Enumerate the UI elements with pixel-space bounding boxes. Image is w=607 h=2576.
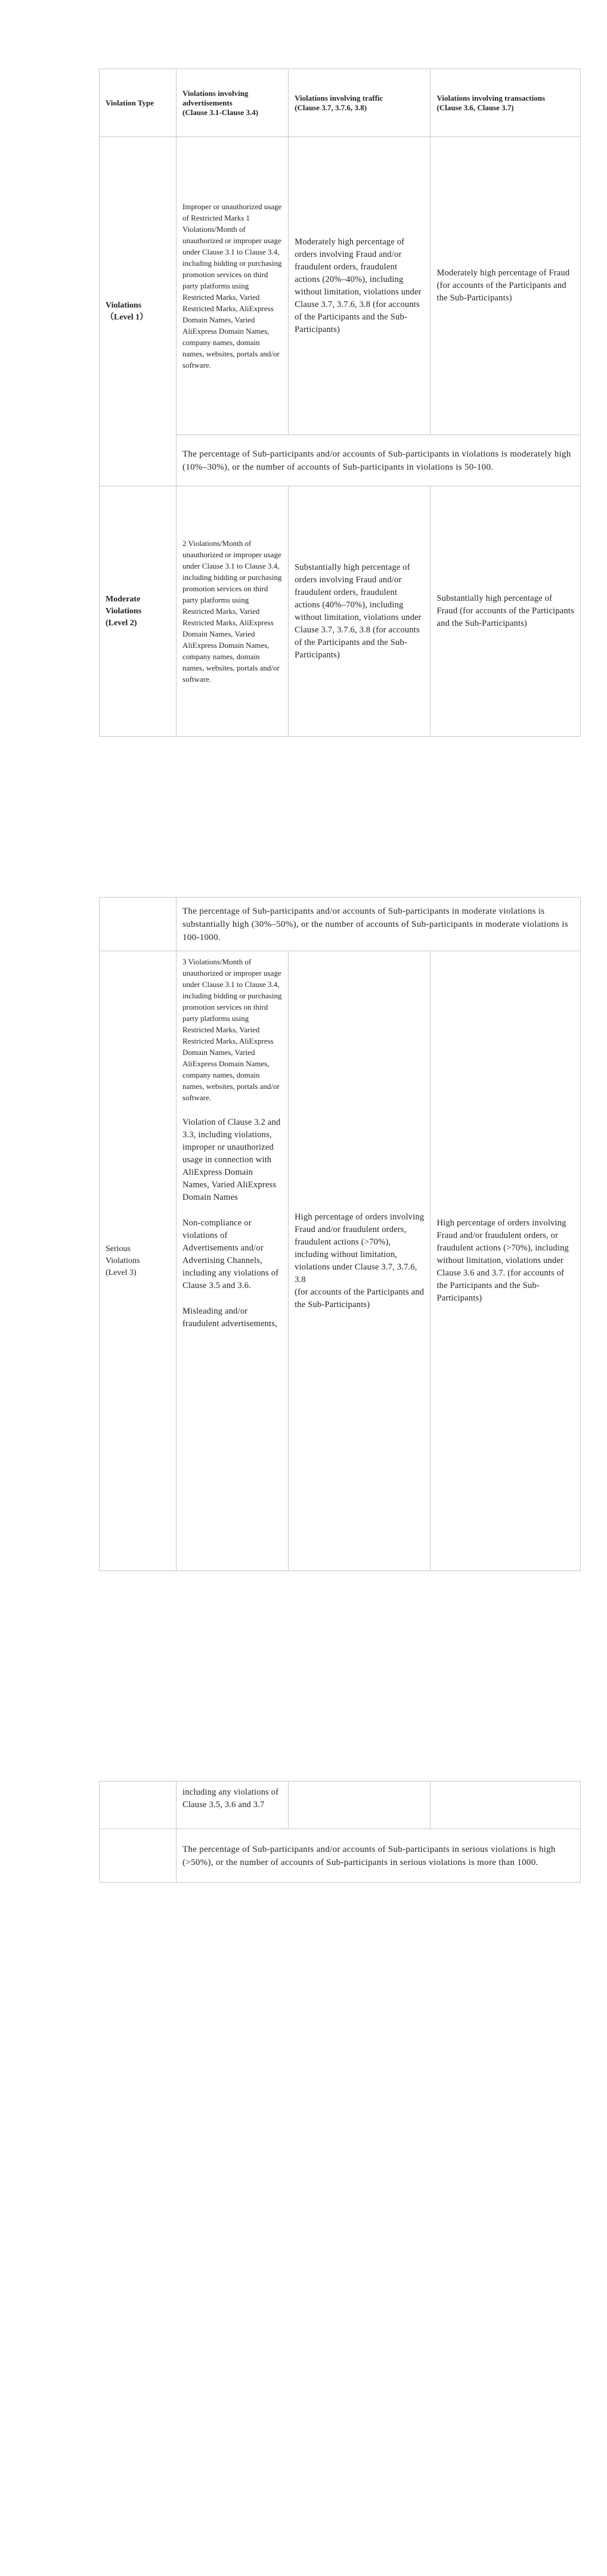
level-1-transactions-cell: Moderately high percentage of Fraud (for accounts of the Participants and the Sub-Participants) — [431, 137, 581, 435]
level-3-ads-p1: 3 Violations/Month of unauthorized or improper usage under Clause 3.1 to Clause 3.4, including bidding or purchasing promotion services on third party platforms using Restricted Marks, Varied Restricted Marks, AliExpress Domain Names, Varied AliExpress Domain Names, company names, domain names, websites, portals and/or software. — [182, 957, 282, 1102]
level-3-note-cell: The percentage of Sub-participants and/or accounts of Sub-participants in serious violations is high (>50%), or the number of accounts of Sub-participants in serious violations is more than 1000. — [176, 1829, 581, 1883]
level-3-traffic-p1: High percentage of orders involving Fraud and/or fraudulent orders, fraudulent actions (>70%), including without limitation, violations under Clause 3.7, 3.7.6, 3.8 — [295, 1212, 425, 1284]
table-row-level-2 — [100, 486, 581, 737]
header-traffic-clause: (Clause 3.7, 3.7.6, 3.8) — [295, 103, 367, 112]
header-ads-title: Violations involving advertisements — [182, 88, 249, 107]
level-3-ads-p3: Non-compliance or violations of Advertisements and/or Advertising Channels, including any violations of Clause 3.5 and 3.6. — [182, 1218, 279, 1290]
level-3-note-empty-cell — [100, 1829, 176, 1883]
level-3-cont-type-cell — [100, 1782, 176, 1829]
level-3-cont-traffic-cell — [289, 1782, 431, 1829]
level-1-traffic-cell: Moderately high percentage of orders involving Fraud and/or fraudulent orders, fraudulent actions (20%–40%), including without limitation, violations under Clause 3.7, 3.7.6, 3.8 (for accounts of the Participants and the Sub-Participants) — [289, 137, 431, 435]
level-1-ads-cell: Improper or unauthorized usage of Restricted Marks 1 Violations/Month of unauthorized or improper usage under Clause 3.1 to Clause 3.4, including bidding or purchasing promotion services on third party platforms using Restricted Marks, Varied Restricted Marks, AliExpress Domain Names, Varied AliExpress Domain Names, company names, domain names, websites, portals and/or software. — [176, 137, 289, 435]
table-row-level-2-note — [100, 898, 581, 951]
table-row-level-3-note — [100, 1829, 581, 1883]
level-1-type-line1: Violations — [106, 300, 142, 310]
header-traffic — [289, 69, 431, 137]
header-advertisements — [176, 69, 289, 137]
level-1-note-cell: The percentage of Sub-participants and/or accounts of Sub-participants in violations is moderately high (10%–30%), or the number of accounts of Sub-participants in violations is 50-100. — [176, 435, 581, 486]
level-2-traffic-cell: Substantially high percentage of orders involving Fraud and/or fraudulent orders, fraudulent actions (40%–70%), including without limitation, violations under Clause 3.7, 3.7.6, 3.8 (for accounts of the Participants and the Sub-Participants) — [289, 486, 431, 737]
level-2-type-line1: Moderate — [106, 594, 141, 604]
header-transactions — [431, 69, 581, 137]
table-header-row — [100, 69, 581, 137]
violations-table-page-3 — [99, 1781, 581, 1883]
header-transactions-title: Violations involving transactions — [436, 93, 546, 103]
level-3-type-line1: Serious — [106, 1244, 131, 1253]
header-transactions-clause: (Clause 3.6, Clause 3.7) — [436, 103, 514, 112]
table-row-level-3-continued — [100, 1782, 581, 1829]
level-3-type-line2: Violations — [106, 1256, 140, 1265]
level-1-type-cell — [100, 137, 176, 486]
level-3-transactions-cell: High percentage of orders involving Fraud and/or fraudulent orders, or fraudulent actions (>70%), including without limitation, violations under Clause 3.6 and 3.7. (for accounts of the Participants and the Sub-Participants) — [431, 951, 581, 1571]
level-2-type-cell — [100, 486, 176, 737]
header-ads-clause: (Clause 3.1-Clause 3.4) — [182, 107, 259, 117]
violations-table-page-2 — [99, 897, 581, 1571]
level-2-ads-cell: 2 Violations/Month of unauthorized or improper usage under Clause 3.1 to Clause 3.4, including bidding or purchasing promotion services on third party platforms using Restricted Marks, Varied Restricted Marks, AliExpress Domain Names, Varied AliExpress Domain Names, company names, domain names, websites, portals and/or software. — [176, 486, 289, 737]
table-row-level-1 — [100, 137, 581, 435]
level-3-traffic-p2: (for accounts of the Participants and the Sub-Participants) — [295, 1287, 425, 1309]
level-3-cont-transactions-cell — [431, 1782, 581, 1829]
level-1-type-line2: （Level 1） — [106, 312, 148, 322]
level-3-ads-continued-cell: including any violations of Clause 3.5, 3.6 and 3.7 — [176, 1782, 289, 1829]
level-2-note-cell: The percentage of Sub-participants and/or accounts of Sub-participants in moderate violations is substantially high (30%–50%), or the number of accounts of Sub-participants in moderate violations is 100-1000. — [176, 898, 581, 951]
violations-table-page-1 — [99, 69, 581, 737]
header-traffic-title: Violations involving traffic — [295, 93, 383, 103]
level-2-note-empty-cell — [100, 898, 176, 951]
level-3-type-cell — [100, 951, 176, 1571]
level-3-ads-p4: Misleading and/or fraudulent advertisements, — [182, 1306, 278, 1329]
level-3-ads-p2: Violation of Clause 3.2 and 3.3, including violations, improper or unauthorized usage in connection with AliExpress Domain Names, Varied AliExpress Domain Names — [182, 1118, 281, 1202]
table-row-level-3 — [100, 951, 581, 1571]
level-2-type-line2: Violations — [106, 606, 142, 616]
level-3-traffic-cell — [289, 951, 431, 1571]
level-2-transactions-cell: Substantially high percentage of Fraud (for accounts of the Participants and the Sub-Participants) — [431, 486, 581, 737]
level-3-ads-cell — [176, 951, 289, 1571]
level-2-type-line3: (Level 2) — [106, 618, 137, 628]
level-3-type-line3: (Level 3) — [106, 1268, 137, 1277]
header-violation-type: Violation Type — [100, 69, 176, 137]
